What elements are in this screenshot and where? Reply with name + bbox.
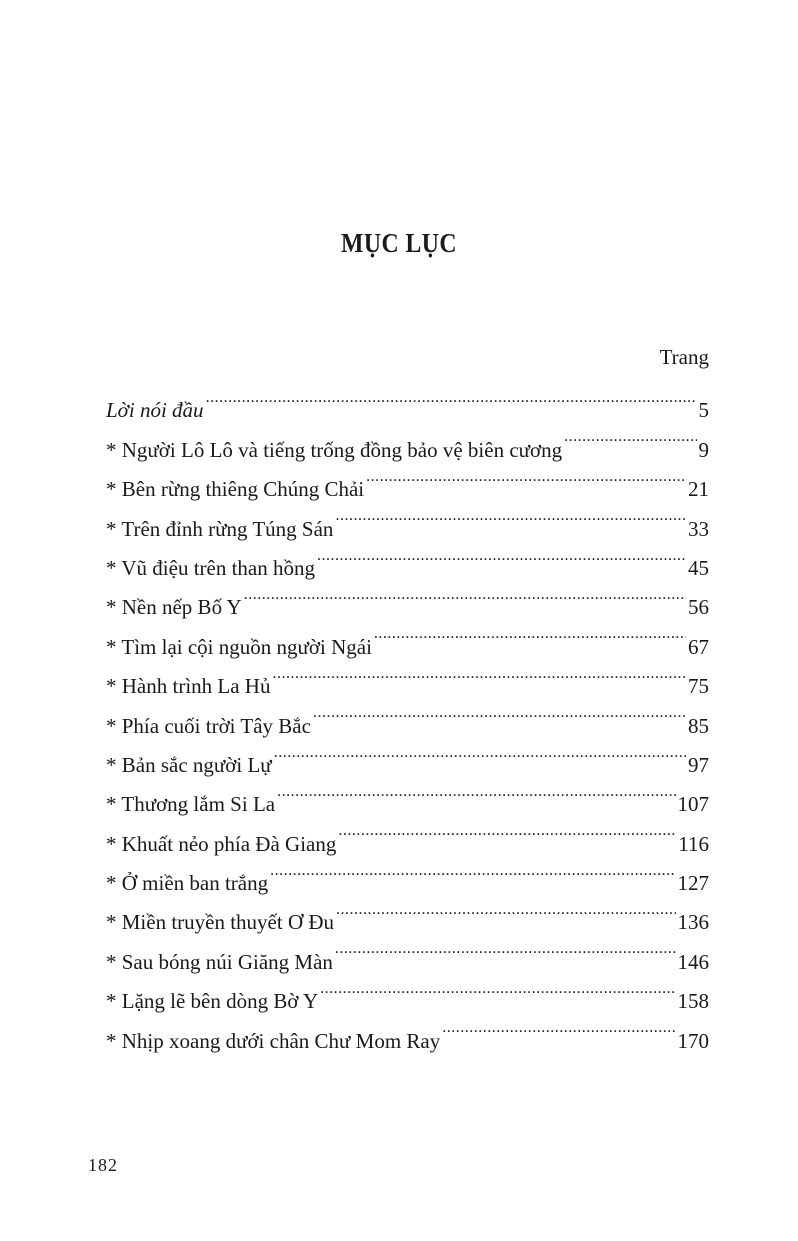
toc-entry-page: 45	[688, 555, 709, 580]
toc-leader-dots	[338, 811, 676, 850]
toc-leader-dots	[206, 378, 697, 417]
toc-entry-title: * Tìm lại cội nguồn người Ngái	[106, 634, 372, 659]
toc-leader-dots	[320, 969, 675, 1008]
toc-leader-dots	[270, 851, 675, 890]
toc-leader-dots	[313, 693, 686, 732]
toc-entry-title: Lời nói đầu	[106, 398, 204, 423]
toc-entry-page: 21	[688, 477, 709, 502]
toc-leader-dots	[274, 733, 686, 772]
toc-entry-page: 75	[688, 674, 709, 699]
toc-entry-title: * Người Lô Lô và tiếng trống đồng bảo vệ biên cương	[106, 437, 563, 462]
toc-entry-title: * Nhịp xoang dưới chân Chư Mom Ray	[106, 1028, 441, 1053]
toc-leader-dots	[374, 614, 686, 653]
toc-entry-page: 107	[677, 792, 709, 817]
toc-entry-title: * Sau bóng núi Giăng Màn	[106, 949, 333, 974]
toc-entry-page: 5	[698, 398, 709, 423]
toc-entry	[106, 378, 709, 423]
toc-entry-title: * Trên đỉnh rừng Túng Sán	[106, 516, 334, 541]
toc-leader-dots	[335, 929, 676, 968]
toc-entry-page: 56	[688, 595, 709, 620]
toc-leader-dots	[335, 496, 686, 535]
toc-leader-dots	[366, 457, 686, 496]
toc-entry-title: * Vũ điệu trên than hồng	[106, 555, 315, 580]
toc-entry-title: * Khuất nẻo phía Đà Giang	[106, 831, 337, 856]
toc-entry-title: * Hành trình La Hủ	[106, 674, 271, 699]
toc-entry-page: 136	[677, 910, 709, 935]
page-column-header: Trang	[659, 345, 709, 369]
toc-leader-dots	[277, 772, 675, 811]
toc-leader-dots	[317, 536, 686, 575]
toc-entry-page: 9	[698, 437, 709, 462]
toc-entry-title: * Ở miền ban trắng	[106, 871, 269, 896]
toc-entry-title: * Bên rừng thiêng Chúng Chải	[106, 477, 365, 502]
toc-entry-title: * Phía cuối trời Tây Bắc	[106, 713, 311, 738]
toc-entry-page: 158	[677, 989, 709, 1014]
toc-entry-page: 85	[688, 713, 709, 738]
toc-entry-title: * Miền truyền thuyết Ơ Đu	[106, 910, 335, 935]
toc-leader-dots	[336, 890, 675, 929]
page-title: MỤC LỤC	[341, 228, 457, 258]
toc-entry-page: 127	[677, 871, 709, 896]
toc-entry-page: 33	[688, 516, 709, 541]
toc-entry-title: * Bản sắc người Lự	[106, 752, 272, 777]
toc-entry-title: * Nền nếp Bố Y	[106, 595, 242, 620]
toc-leader-dots	[564, 417, 696, 456]
toc-leader-dots	[272, 654, 686, 693]
toc-entry-title: * Lặng lẽ bên dòng Bờ Y	[106, 989, 319, 1014]
toc-entry-page: 170	[677, 1028, 709, 1053]
toc-entry-page: 67	[688, 634, 709, 659]
toc-entry-title: * Thương lắm Si La	[106, 792, 276, 817]
toc-entry-page: 97	[688, 752, 709, 777]
table-of-contents	[106, 378, 709, 1053]
toc-leader-dots	[244, 575, 686, 614]
toc-entry-page: 146	[677, 949, 709, 974]
page-number: 182	[88, 1155, 118, 1175]
toc-entry-page: 116	[678, 831, 709, 856]
toc-leader-dots	[442, 1008, 675, 1047]
